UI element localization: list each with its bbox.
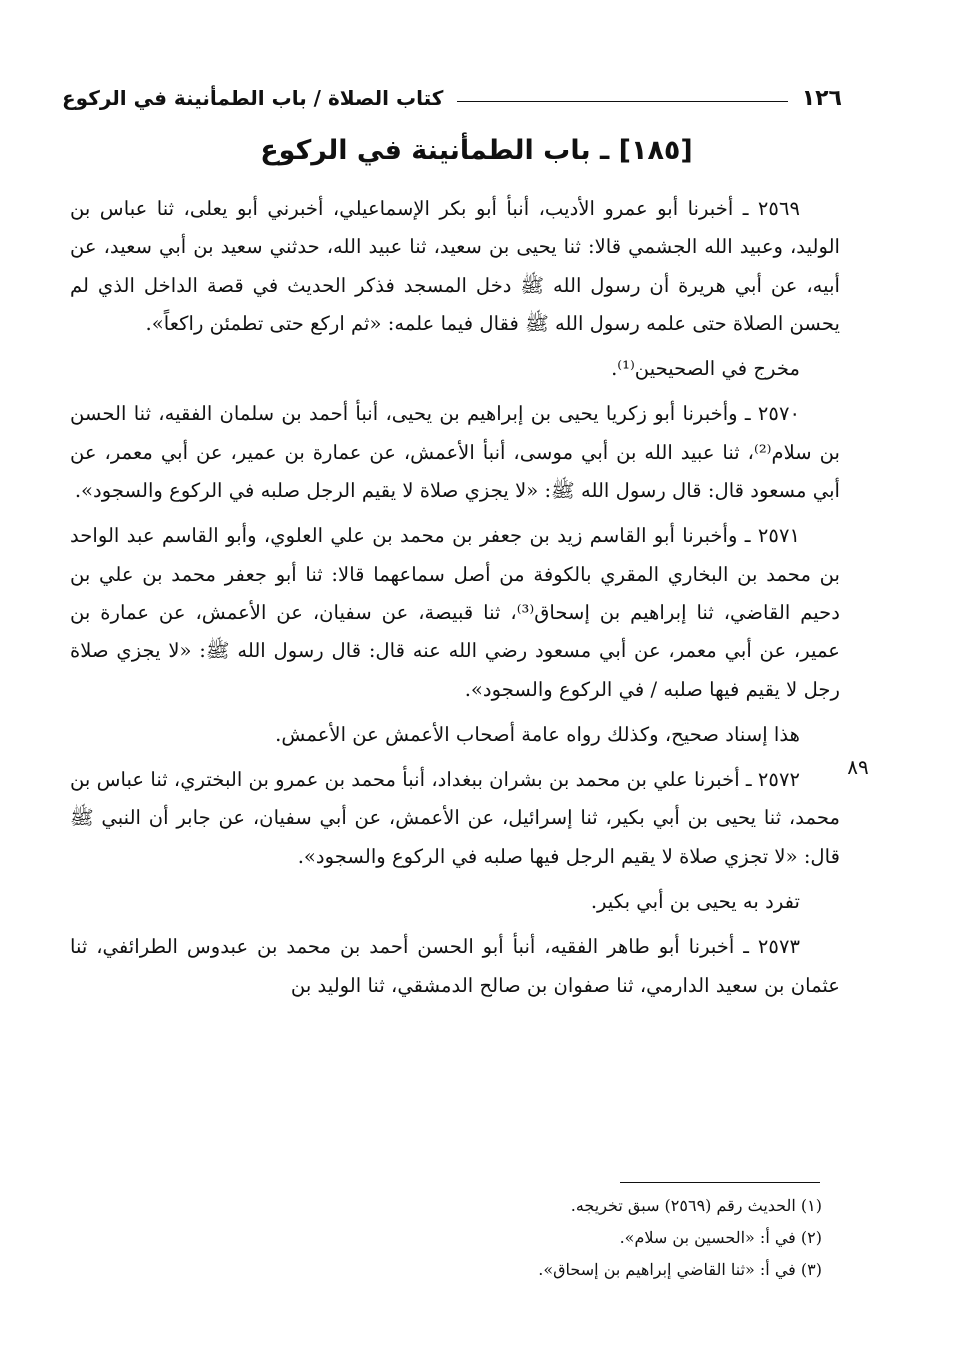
footnotes	[400, 1190, 822, 1286]
section-heading: [١٨٥] ـ باب الطمأنينة في الركوع	[260, 135, 693, 166]
hadith-2573: ٢٥٧٣ ـ أخبرنا أبو طاهر الفقيه، أنبأ أبو الحسن أحمد بن محمد بن عبدوس الطرائفي، ثنا عثمان بن سعيد الدارمي، ثنا صفوان بن صالح الدمشقي، ثنا الوليد بن	[70, 935, 840, 997]
page-number: ١٢٦	[801, 85, 842, 111]
hadith-2571: ٢٥٧١ ـ وأخبرنا أبو القاسم زيد بن جعفر بن محمد بن علي العلوي، وأبو القاسم عبد الواحد بن محمد بن البخاري المقري بالكوفة من أصل سماعهما قالا: ثنا أبو جعفر محمد بن علي بن دحيم القاضي، ثنا إبراهيم بن إسحاق⁽³⁾، ثنا قبيصة، عن سفيان، عن الأعمش، عن عمارة بن عمير، عن أبي معمر، عن أبي مسعود رضي الله عنه قال: قال رسول الله ﷺ: «لا يجزي صلاة رجل لا يقيم فيها صلبه / في الركوع والسجود».	[70, 524, 841, 701]
footnote-rule	[620, 1182, 820, 1183]
hadith-2572: ٢٥٧٢ ـ أخبرنا علي بن محمد بن بشران ببغداد، أنبأ محمد بن عمرو بن البختري، ثنا عباس بن محمد، ثنا يحيى بن أبي بكير، ثنا إسرائيل، عن الأعمش، عن أبي سفيان، عن جابر أن النبي ﷺ قال: «لا تجزي صلاة لا يقيم الرجل فيها صلبه في الركوع والسجود».	[70, 768, 840, 868]
header-rule	[457, 101, 787, 102]
hadith-2569: ٢٥٦٩ ـ أخبرنا أبو عمرو الأديب، أنبأ أبو بكر الإسماعيلي، أخبرني أبو يعلى، ثنا عباس بن الوليد، وعبيد الله الجشمي قالا: ثنا يحيى بن سعيد، ثنا عبيد الله، حدثني سعيد بن أبي سعيد، عن أبيه، عن أبي هريرة أن رسول الله ﷺ دخل المسجد فذكر الحديث في قصة الداخل الذي لم يحسن الصلاة حتى علمه رسول الله ﷺ فقال فيما علمه: «ثم اركع حتى تطمئن راكعاً».	[70, 197, 840, 335]
commentary-tafarrud: تفرد به يحيى بن أبي بكير.	[590, 890, 800, 914]
hadith-2570: ٢٥٧٠ ـ وأخبرنا أبو زكريا يحيى بن إبراهيم بن يحيى، أنبأ أحمد بن سلمان الفقيه، ثنا الحسن بن سلام⁽²⁾، ثنا عبيد الله بن أبي موسى، أنبأ الأعمش، عن عمارة بن عمير، عن أبي معمر، عن أبي مسعود قال: قال رسول الله ﷺ: «لا يجزي صلاة لا يقيم الرجل صلبه في الركوع والسجود».	[70, 402, 840, 503]
running-header	[62, 78, 842, 118]
commentary-isnad: هذا إسناد صحيح، وكذلك رواه عامة أصحاب الأعمش عن الأعمش.	[275, 722, 800, 746]
main-text	[70, 190, 840, 1012]
footnote-1: (١) الحديث رقم (٢٥٦٩) سبق تخريجه.	[570, 1196, 822, 1215]
footnote-2: (٢) في أ: «الحسين بن سلام».	[619, 1228, 822, 1247]
commentary-sahihayn: مخرج في الصحيحين⁽¹⁾.	[611, 357, 800, 381]
footnote-3: (٣) في أ: «ثنا القاضي إبراهيم بن إسحاق».	[538, 1260, 822, 1279]
margin-page-reference: ٨٩	[847, 755, 869, 779]
running-title: كتاب الصلاة / باب الطمأنينة في الركوع	[62, 86, 444, 110]
